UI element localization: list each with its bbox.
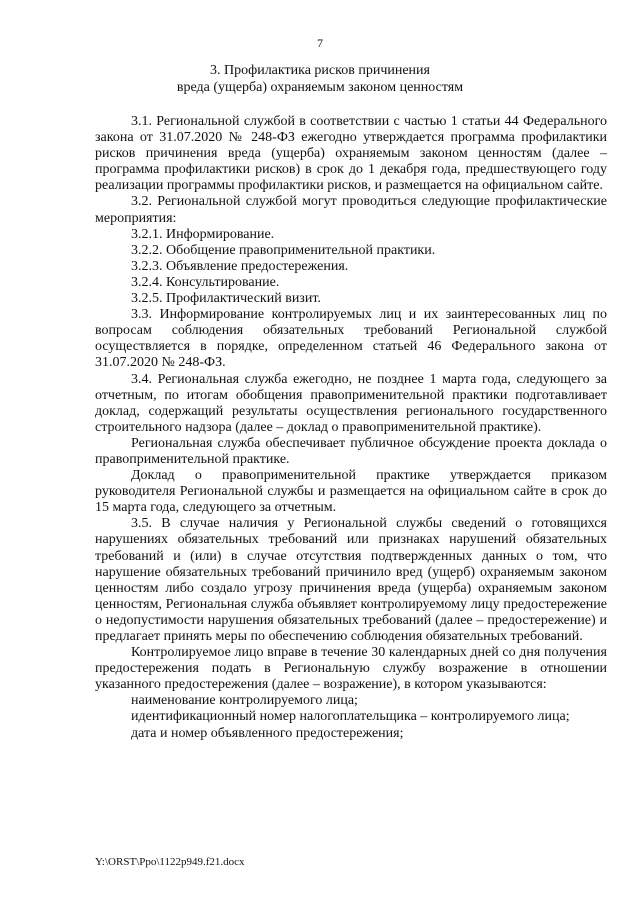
paragraph: Региональная служба обеспечивает публичное обсуждение проекта доклада о правоприменительной практике. <box>95 435 607 467</box>
paragraph: Доклад о правоприменительной практике утверждается приказом руководителя Региональной службы и размещается на официальном сайте в срок до 15 марта года, следующего за отчетным. <box>95 468 607 516</box>
paragraph-3-3: 3.3. Информирование контролируемых лиц и их заинтересованных лиц по вопросам соблюдения обязательных требований Региональной службой осуществляется в порядке, определенном статьей 46 Федерального закона от 31.07.2020 № 248-ФЗ. <box>95 307 607 371</box>
paragraph: Контролируемое лицо вправе в течение 30 календарных дней со дня получения предостережения подать в Региональную службу возражение в отношении указанного предостережения (далее – возражение), в котором указываются: <box>95 645 607 693</box>
list-item: дата и номер объявленного предостережения; <box>131 725 404 741</box>
paragraph-3-5: 3.5. В случае наличия у Региональной службы сведений о готовящихся нарушениях обязательных требований или признаках нарушений обязательных требований и (или) в случае отсутствия подтвержденных данных о том, что нарушение обязательных требований причинило вред (ущерб) охраняемым законом ценностям либо создало угрозу причинения вреда (ущерба) охраняемым законом ценностям, Региональная служба объявляет контролируемому лицу предостережение о недопустимости нарушения обязательных требований (далее – предостережение) и предлагает принять меры по обеспечению соблюдения обязательных требований. <box>95 516 607 644</box>
document-body <box>95 114 607 742</box>
list-item: 3.2.4. Консультирование. <box>131 274 280 290</box>
section-heading-line-2: вреда (ущерба) охраняемым законом ценностям <box>176 80 464 95</box>
list-item: 3.2.1. Информирование. <box>131 226 275 242</box>
paragraph-3-2: 3.2. Региональной службой могут проводиться следующие профилактические мероприятия: <box>95 194 607 226</box>
list-item: 3.2.2. Обобщение правоприменительной практики. <box>131 242 436 258</box>
list-item: наименование контролируемого лица; <box>131 693 358 709</box>
page-number: 7 <box>317 36 323 50</box>
section-heading <box>0 62 640 96</box>
list-item: идентификационный номер налогоплательщика – контролируемого лица; <box>131 709 570 725</box>
footer-file-path: Y:\ORST\Ppo\1122p949.f21.docx <box>95 856 245 868</box>
list-item: 3.2.3. Объявление предостережения. <box>131 258 349 274</box>
paragraph-3-4: 3.4. Региональная служба ежегодно, не позднее 1 марта года, следующего за отчетным, по итогам обобщения правоприменительной практики подготавливает доклад, содержащий результаты осуществления регионального государственного строительного надзора (далее – доклад о правоприменительной практике). <box>95 371 607 435</box>
paragraph-3-1: 3.1. Региональной службой в соответствии с частью 1 статьи 44 Федерального закона от 31.07.2020 № 248-ФЗ ежегодно утверждается программа профилактики рисков причинения вреда (ущерба) охраняемым законом ценностям (далее – программа профилактики рисков) в срок до 1 декабря года, предшествующего году реализации программы профилактики рисков, и размещается на официальном сайте. <box>95 114 607 194</box>
list-item: 3.2.5. Профилактический визит. <box>131 291 321 307</box>
section-heading-line-1: 3. Профилактика рисков причинения <box>210 63 430 78</box>
